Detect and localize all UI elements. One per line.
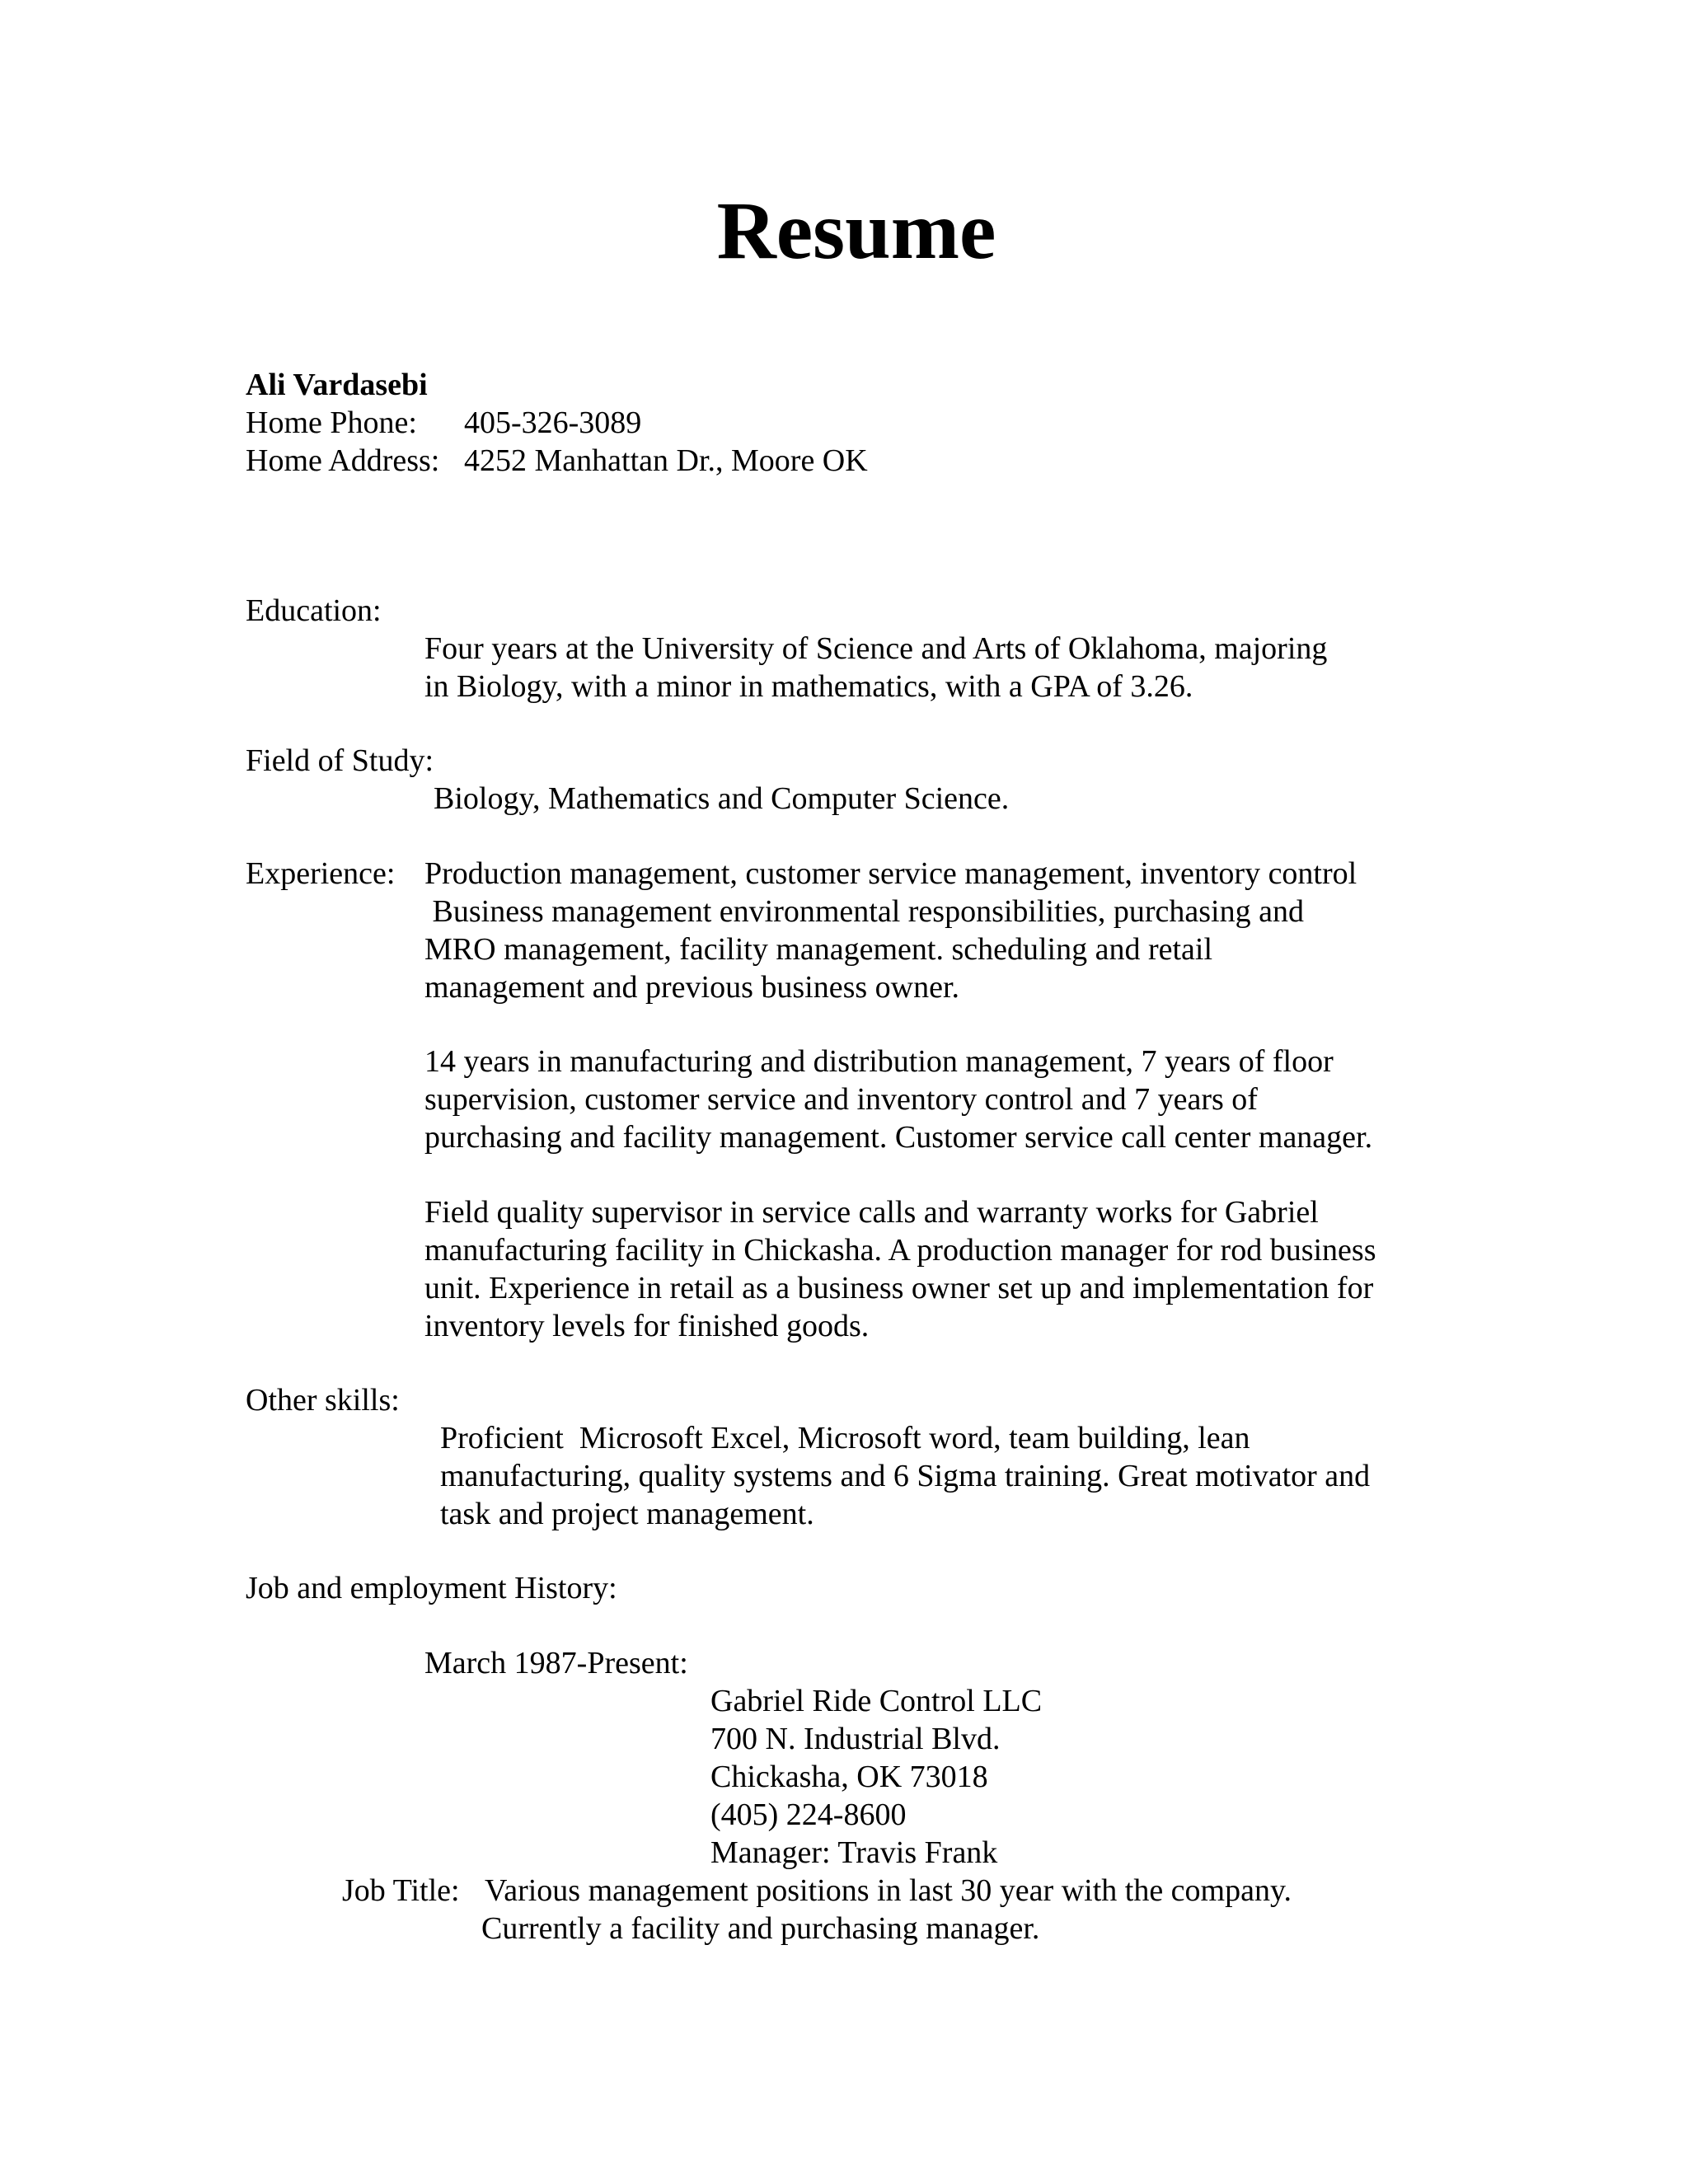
phone-value: 405-326-3089 [464,405,642,440]
employment-period: March 1987-Present: [424,1646,688,1680]
phone-label: Home Phone: [246,405,417,440]
experience-line: manufacturing facility in Chickasha. A production manager for rod business [424,1233,1376,1268]
job-title-line: Currently a facility and purchasing manager. [481,1911,1040,1946]
education-line: in Biology, with a minor in mathematics, with a GPA of 3.26. [424,669,1193,704]
address-value: 4252 Manhattan Dr., Moore OK [464,443,868,478]
education-label: Education: [246,593,382,628]
experience-line: 14 years in manufacturing and distribution management, 7 years of floor [424,1044,1334,1079]
employer-line: (405) 224-8600 [710,1797,907,1832]
employer-line: Manager: Travis Frank [710,1835,998,1870]
experience-label: Experience: [246,856,396,891]
experience-line: Production management, customer service management, inventory control [424,856,1357,891]
contact-name: Ali Vardasebi [246,368,428,402]
job-title-label: Job Title: [342,1873,460,1908]
education-line: Four years at the University of Science and Arts of Oklahoma, majoring [424,631,1328,666]
employer-line: Chickasha, OK 73018 [710,1760,988,1794]
field-of-study-label: Field of Study: [246,743,434,778]
experience-line: Field quality supervisor in service calls and warranty works for Gabriel [424,1195,1319,1230]
page-title: Resume [716,185,996,276]
address-label: Home Address: [246,443,440,478]
experience-line: MRO management, facility management. scheduling and retail [424,932,1213,967]
employer-line: 700 N. Industrial Blvd. [710,1722,1001,1756]
experience-line: inventory levels for finished goods. [424,1309,870,1343]
other-skills-line: task and project management. [440,1497,814,1531]
job-title-line: Various management positions in last 30 year with the company. [485,1873,1292,1908]
other-skills-line: Proficient Microsoft Excel, Microsoft word, team building, lean [440,1421,1250,1455]
field-of-study-text: Biology, Mathematics and Computer Science. [434,781,1010,816]
other-skills-line: manufacturing, quality systems and 6 Sigma training. Great motivator and [440,1459,1371,1493]
employment-label: Job and employment History: [246,1571,617,1605]
employer-line: Gabriel Ride Control LLC [710,1684,1043,1718]
other-skills-label: Other skills: [246,1383,400,1418]
experience-line: unit. Experience in retail as a business owner set up and implementation for [424,1271,1374,1305]
experience-line: purchasing and facility management. Customer service call center manager. [424,1120,1373,1155]
experience-line: supervision, customer service and inventory control and 7 years of [424,1082,1258,1117]
experience-line: Business management environmental responsibilities, purchasing and [424,894,1304,929]
experience-line: management and previous business owner. [424,970,960,1005]
